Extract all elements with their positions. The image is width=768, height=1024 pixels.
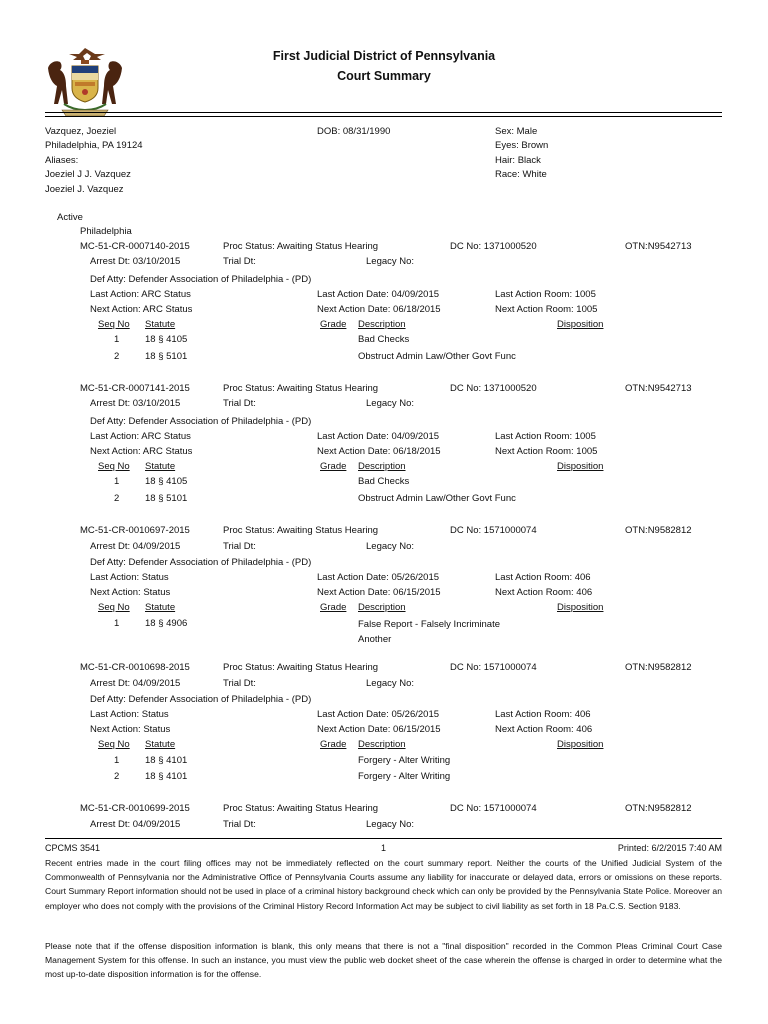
- charges-header-description: Description: [358, 739, 406, 750]
- case-next-action-date: Next Action Date: 06/15/2015: [317, 724, 441, 735]
- case-proc-status: Proc Status: Awaiting Status Hearing: [223, 525, 379, 536]
- case-next-action: Next Action: ARC Status: [90, 304, 193, 315]
- charge-statute: 18 § 5101: [145, 493, 188, 504]
- case-defense-attorney: Def Atty: Defender Association of Philadelphia - (PD): [90, 274, 312, 285]
- case-docket-number: MC-51-CR-0010697-2015: [80, 525, 190, 536]
- case-last-action: Last Action: ARC Status: [90, 431, 191, 442]
- case-next-action-room: Next Action Room: 406: [495, 724, 593, 735]
- charges-header-statute: Statute: [145, 739, 176, 750]
- charge-seq: 1: [114, 618, 120, 629]
- case-last-action-room: Last Action Room: 1005: [495, 289, 596, 300]
- case-proc-status: Proc Status: Awaiting Status Hearing: [223, 241, 379, 252]
- charge-seq: 2: [114, 771, 120, 782]
- charge-seq: 2: [114, 493, 120, 504]
- case-legacy-number: Legacy No:: [366, 541, 415, 552]
- charges-header-seq: Seq No: [98, 461, 130, 472]
- case-arrest-date: Arrest Dt: 03/10/2015: [90, 398, 181, 409]
- county-heading: Philadelphia: [80, 226, 132, 237]
- defendant-name: Vazquez, Joeziel: [45, 126, 117, 137]
- case-last-action-date: Last Action Date: 04/09/2015: [317, 431, 440, 442]
- disposition-note-paragraph: Please note that if the offense disposition information is blank, this only means that there is not a "final disposition" recorded in the Common Pleas Criminal Court Case Management System for this offense. In such an instance, you must view the public web docket sheet of the case wherein the offense is charged in order to determine what the most up-to-date disposition information is for the offense.: [45, 941, 722, 980]
- defendant-eyes: Eyes: Brown: [495, 140, 549, 151]
- case-next-action-date: Next Action Date: 06/15/2015: [317, 587, 441, 598]
- case-arrest-date: Arrest Dt: 04/09/2015: [90, 541, 181, 552]
- case-dc-number: DC No: 1571000074: [450, 662, 537, 673]
- case-next-action: Next Action: Status: [90, 587, 171, 598]
- case-arrest-date: Arrest Dt: 04/09/2015: [90, 678, 181, 689]
- case-proc-status: Proc Status: Awaiting Status Hearing: [223, 803, 379, 814]
- case-trial-date: Trial Dt:: [223, 678, 256, 689]
- case-docket-number: MC-51-CR-0010698-2015: [80, 662, 190, 673]
- case-next-action: Next Action: ARC Status: [90, 446, 193, 457]
- charges-header-grade: Grade: [320, 739, 347, 750]
- charges-header-statute: Statute: [145, 602, 176, 613]
- case-last-action-room: Last Action Room: 1005: [495, 431, 596, 442]
- charge-seq: 1: [114, 334, 120, 345]
- defendant-dob: DOB: 08/31/1990: [317, 126, 391, 137]
- case-otn: OTN:N9582812: [625, 803, 692, 814]
- case-next-action-room: Next Action Room: 1005: [495, 304, 598, 315]
- charges-header-statute: Statute: [145, 319, 176, 330]
- alias-item: Joeziel J. Vazquez: [45, 184, 124, 195]
- case-next-action: Next Action: Status: [90, 724, 171, 735]
- charge-description: False Report - Falsely Incriminate Another: [358, 619, 501, 645]
- charge-statute: 18 § 5101: [145, 351, 188, 362]
- charge-statute: 18 § 4101: [145, 755, 188, 766]
- case-last-action: Last Action: Status: [90, 572, 169, 583]
- charges-header-grade: Grade: [320, 319, 347, 330]
- case-docket-number: MC-51-CR-0007141-2015: [80, 383, 190, 394]
- defendant-race: Race: White: [495, 169, 547, 180]
- case-otn: OTN:N9582812: [625, 662, 692, 673]
- aliases-label: Aliases:: [45, 155, 79, 166]
- case-dc-number: DC No: 1571000074: [450, 525, 537, 536]
- case-legacy-number: Legacy No:: [366, 819, 415, 830]
- case-legacy-number: Legacy No:: [366, 398, 415, 409]
- charges-header-disposition: Disposition: [557, 461, 604, 472]
- charge-statute: 18 § 4105: [145, 334, 188, 345]
- charges-header-description: Description: [358, 602, 406, 613]
- charge-seq: 1: [114, 755, 120, 766]
- case-last-action-room: Last Action Room: 406: [495, 709, 591, 720]
- case-legacy-number: Legacy No:: [366, 256, 415, 267]
- charge-description: Forgery - Alter Writing: [358, 771, 451, 782]
- case-next-action-date: Next Action Date: 06/18/2015: [317, 304, 441, 315]
- defendant-address: Philadelphia, PA 19124: [45, 140, 143, 151]
- charge-statute: 18 § 4105: [145, 476, 188, 487]
- case-status-heading: Active: [57, 212, 83, 223]
- case-last-action: Last Action: ARC Status: [90, 289, 191, 300]
- charge-description: Forgery - Alter Writing: [358, 755, 451, 766]
- charges-header-disposition: Disposition: [557, 739, 604, 750]
- case-docket-number: MC-51-CR-0007140-2015: [80, 241, 190, 252]
- charge-statute: 18 § 4101: [145, 771, 188, 782]
- charge-seq: 1: [114, 476, 120, 487]
- case-dc-number: DC No: 1371000520: [450, 383, 537, 394]
- case-trial-date: Trial Dt:: [223, 819, 256, 830]
- charge-description: Obstruct Admin Law/Other Govt Func: [358, 351, 516, 362]
- case-defense-attorney: Def Atty: Defender Association of Philadelphia - (PD): [90, 416, 312, 427]
- defendant-sex: Sex: Male: [495, 126, 538, 137]
- alias-item: Joeziel J J. Vazquez: [45, 169, 131, 180]
- case-next-action-room: Next Action Room: 406: [495, 587, 593, 598]
- document-title: First Judicial District of Pennsylvania: [272, 49, 496, 63]
- case-otn: OTN:N9542713: [625, 383, 692, 394]
- case-last-action: Last Action: Status: [90, 709, 169, 720]
- charge-seq: 2: [114, 351, 120, 362]
- case-otn: OTN:N9582812: [625, 525, 692, 536]
- printed-timestamp: Printed: 6/2/2015 7:40 AM: [617, 843, 722, 853]
- case-proc-status: Proc Status: Awaiting Status Hearing: [223, 383, 379, 394]
- case-docket-number: MC-51-CR-0010699-2015: [80, 803, 190, 814]
- case-trial-date: Trial Dt:: [223, 398, 256, 409]
- case-arrest-date: Arrest Dt: 04/09/2015: [90, 819, 181, 830]
- charges-header-grade: Grade: [320, 461, 347, 472]
- charge-description: Bad Checks: [358, 334, 410, 345]
- case-last-action-date: Last Action Date: 05/26/2015: [317, 572, 440, 583]
- disclaimer-paragraph: Recent entries made in the court filing offices may not be immediately reflected on the court summary report. Neither the courts of the Unified Judicial System of the Commonwealth of Pennsylvania nor the Administrative Office of Pennsylvania Courts assume any liability for inaccurate or delayed data, errors or omissions on these reports. Court Summary Report information should not be used in place of a criminal history background check which can only be provided by the Pennsylvania State Police. Moreover an employer who does not comply with the provisions of the Criminal History Record Information Act may be subject to civil liability as set forth in 18 Pa.C.S. Section 9183.: [45, 858, 722, 911]
- form-id: CPCMS 3541: [45, 843, 101, 853]
- case-next-action-date: Next Action Date: 06/18/2015: [317, 446, 441, 457]
- case-trial-date: Trial Dt:: [223, 541, 256, 552]
- header-divider-top: [45, 112, 722, 113]
- case-arrest-date: Arrest Dt: 03/10/2015: [90, 256, 181, 267]
- case-defense-attorney: Def Atty: Defender Association of Philadelphia - (PD): [90, 557, 312, 568]
- charges-header-seq: Seq No: [98, 739, 130, 750]
- charge-description: Bad Checks: [358, 476, 410, 487]
- case-trial-date: Trial Dt:: [223, 256, 256, 267]
- charges-header-description: Description: [358, 461, 406, 472]
- header-divider-bottom: [45, 116, 722, 117]
- charges-header-description: Description: [358, 319, 406, 330]
- charges-header-seq: Seq No: [98, 602, 130, 613]
- case-dc-number: DC No: 1571000074: [450, 803, 537, 814]
- case-last-action-date: Last Action Date: 04/09/2015: [317, 289, 440, 300]
- charges-header-disposition: Disposition: [557, 602, 604, 613]
- defendant-hair: Hair: Black: [495, 155, 541, 166]
- case-legacy-number: Legacy No:: [366, 678, 415, 689]
- footer-divider: [45, 838, 722, 839]
- case-proc-status: Proc Status: Awaiting Status Hearing: [223, 662, 379, 673]
- case-dc-number: DC No: 1371000520: [450, 241, 537, 252]
- case-defense-attorney: Def Atty: Defender Association of Philadelphia - (PD): [90, 694, 312, 705]
- case-next-action-room: Next Action Room: 1005: [495, 446, 598, 457]
- page-number: 1: [381, 843, 387, 853]
- case-last-action-date: Last Action Date: 05/26/2015: [317, 709, 440, 720]
- case-last-action-room: Last Action Room: 406: [495, 572, 591, 583]
- charges-header-grade: Grade: [320, 602, 347, 613]
- charges-header-statute: Statute: [145, 461, 176, 472]
- charge-statute: 18 § 4906: [145, 618, 188, 629]
- charge-description: Obstruct Admin Law/Other Govt Func: [358, 493, 516, 504]
- case-otn: OTN:N9542713: [625, 241, 692, 252]
- document-subtitle: Court Summary: [337, 69, 431, 83]
- charges-header-seq: Seq No: [98, 319, 130, 330]
- charges-header-disposition: Disposition: [557, 319, 604, 330]
